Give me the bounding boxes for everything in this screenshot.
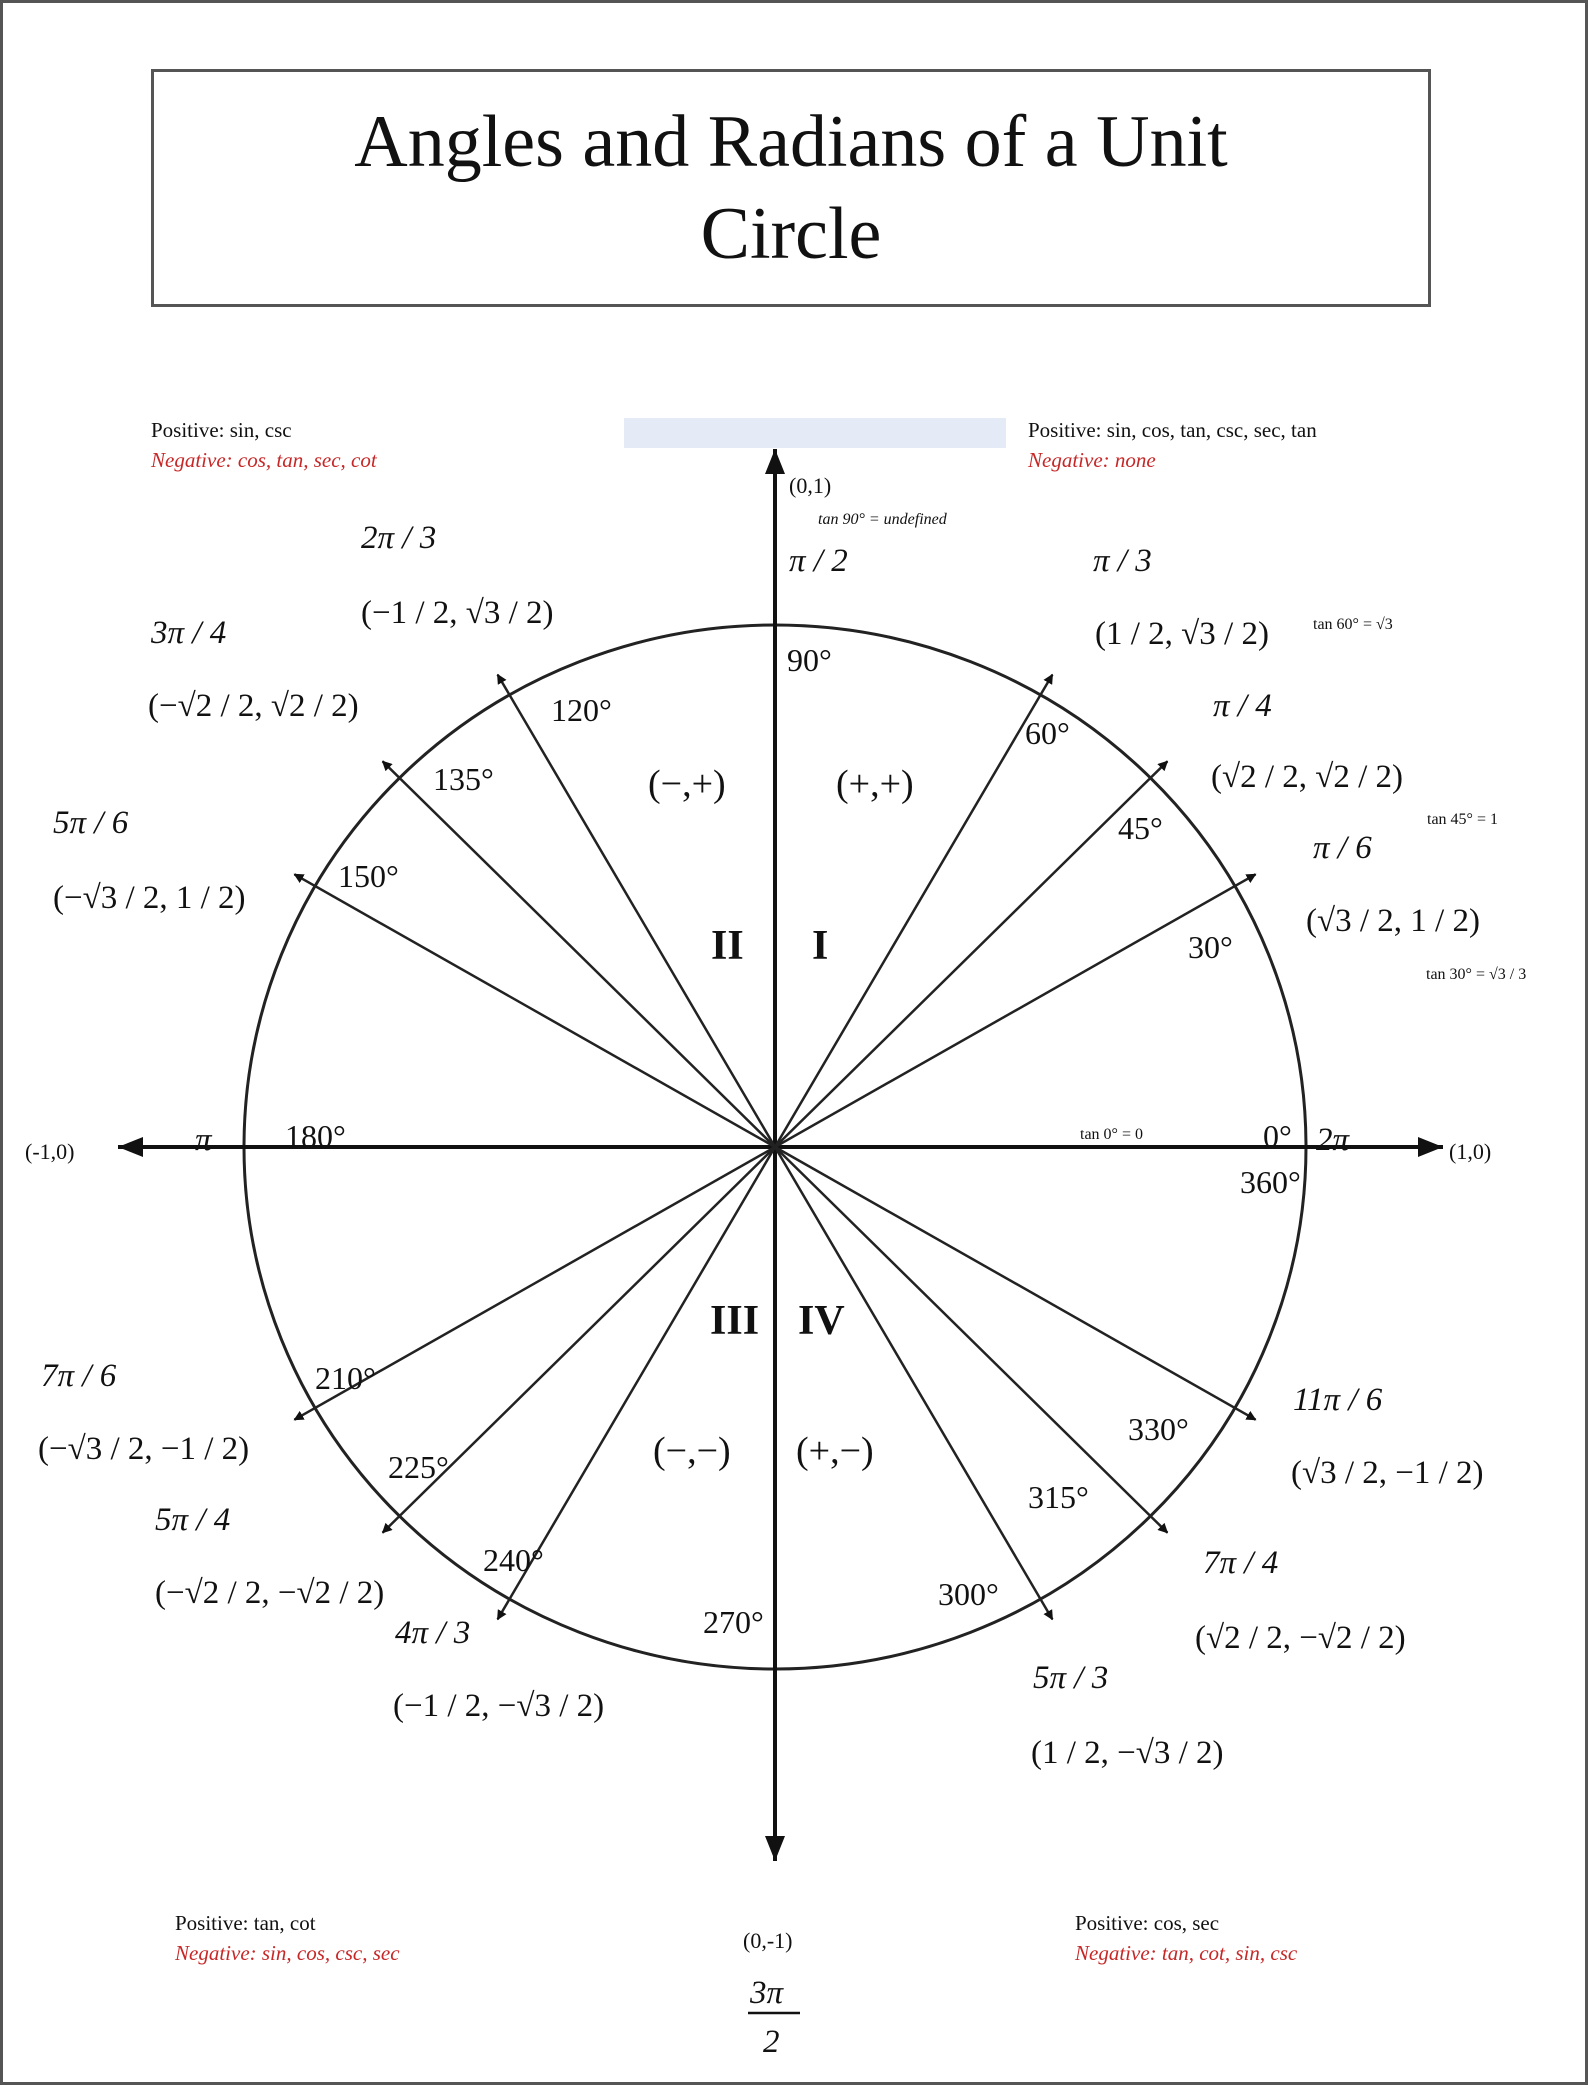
tan-note-90: tan 90° = undefined [818, 511, 947, 528]
radian-label-60: π / 3 [1093, 543, 1152, 579]
axis-point-left: (-1,0) [25, 1139, 75, 1164]
radian-label-135: 3π / 4 [151, 615, 227, 651]
degree-labels [285, 642, 1301, 1640]
degree-label-270: 270° [703, 1604, 764, 1640]
coordinate-label-135: (−√2 / 2, √2 / 2) [148, 688, 359, 724]
coordinate-label-330: (√3 / 2, −1 / 2) [1291, 1455, 1484, 1491]
degree-label-60: 60° [1025, 715, 1070, 751]
ray-120 [498, 675, 775, 1147]
q2-negative: Negative: cos, tan, sec, cot [151, 448, 377, 472]
degree-label-330: 330° [1128, 1411, 1189, 1447]
degree-label-315: 315° [1028, 1479, 1089, 1515]
radian-label-180: π [195, 1122, 212, 1158]
coordinate-label-120: (−1 / 2, √3 / 2) [361, 595, 554, 631]
quadrant-numeral-q1: I [812, 923, 829, 969]
q2-positive: Positive: sin, csc [151, 418, 292, 442]
x-axis-right-arrow [1418, 1137, 1443, 1157]
radian-label-315: 7π / 4 [1203, 1545, 1279, 1581]
degree-label-90: 90° [787, 642, 832, 678]
coordinate-label-45: (√2 / 2, √2 / 2) [1211, 759, 1404, 795]
degree-label-180: 180° [285, 1118, 346, 1154]
tan-note-45: tan 45° = 1 [1427, 811, 1498, 828]
coordinate-label-30: (√3 / 2, 1 / 2) [1306, 903, 1480, 939]
radian-label-360: 2π [1316, 1122, 1350, 1158]
tan-note-60: tan 60° = √3 [1313, 616, 1393, 633]
degree-label-135: 135° [433, 761, 494, 797]
ray-300 [775, 1147, 1052, 1619]
quadrant-numeral-q3: III [710, 1298, 760, 1344]
degree-label-0: 0° [1263, 1118, 1292, 1154]
coordinate-label-315: (√2 / 2, −√2 / 2) [1195, 1620, 1406, 1656]
y-axis-top-arrow [765, 449, 785, 474]
degree-label-210: 210° [315, 1360, 376, 1396]
radian-label-45: π / 4 [1213, 688, 1272, 724]
q1-positive: Positive: sin, cos, tan, csc, sec, tan [1028, 418, 1317, 442]
radian-label-120: 2π / 3 [361, 520, 437, 556]
ray-60 [775, 675, 1052, 1147]
radian-label-150: 5π / 6 [53, 805, 129, 841]
degree-label-150: 150° [338, 858, 399, 894]
ray-30 [775, 874, 1256, 1147]
radian-label-225: 5π / 4 [155, 1502, 231, 1538]
quadrant-sign-q1: (+,+) [836, 763, 914, 805]
degree-label-45: 45° [1118, 810, 1163, 846]
radian-label-240: 4π / 3 [395, 1615, 471, 1651]
degree-label-225: 225° [388, 1449, 449, 1485]
q3-negative: Negative: sin, cos, csc, sec [175, 1941, 400, 1965]
q4-negative: Negative: tan, cot, sin, csc [1075, 1941, 1298, 1965]
quadrant-sign-q3: (−,−) [653, 1430, 731, 1472]
tan-note-30: tan 30° = √3 / 3 [1426, 966, 1527, 983]
degree-label-240: 240° [483, 1542, 544, 1578]
radian-label-30: π / 6 [1313, 830, 1372, 866]
page-title: Angles and Radians of a Unit Circle [354, 101, 1228, 275]
coordinate-label-150: (−√3 / 2, 1 / 2) [53, 880, 246, 916]
degree-label-30: 30° [1188, 929, 1233, 965]
quadrant-sign-q4: (+,−) [796, 1430, 874, 1472]
ray-150 [294, 874, 775, 1147]
coordinate-label-60: (1 / 2, √3 / 2) [1095, 616, 1269, 652]
quadrant-sign-q2: (−,+) [648, 763, 726, 805]
q3-positive: Positive: tan, cot [175, 1911, 316, 1935]
ray-330 [775, 1147, 1256, 1420]
radian-label-90: π / 2 [789, 543, 848, 579]
coordinate-label-240: (−1 / 2, −√3 / 2) [393, 1688, 605, 1724]
radian-label-270-numerator: 3π [750, 1975, 784, 2011]
radian-label-270-denominator: 2 [763, 2024, 780, 2060]
coordinate-label-210: (−√3 / 2, −1 / 2) [38, 1431, 250, 1467]
degree-label-120: 120° [551, 692, 612, 728]
q4-positive: Positive: cos, sec [1075, 1911, 1220, 1935]
quadrant-numeral-q2: II [711, 923, 744, 969]
axis-point-bottom: (0,-1) [743, 1928, 793, 1953]
axis-point-right: (1,0) [1449, 1139, 1492, 1164]
x-axis-left-arrow [118, 1137, 143, 1157]
axis-point-top: (0,1) [789, 473, 832, 498]
degree-label-360: 360° [1240, 1164, 1301, 1200]
radian-label-330: 11π / 6 [1293, 1382, 1383, 1418]
tan-note-0: tan 0° = 0 [1080, 1126, 1143, 1143]
quadrant-numeral-q4: IV [798, 1298, 845, 1344]
degree-label-300: 300° [938, 1576, 999, 1612]
ray-45 [775, 761, 1167, 1147]
coordinate-label-225: (−√2 / 2, −√2 / 2) [155, 1575, 385, 1611]
radian-label-210: 7π / 6 [41, 1358, 117, 1394]
q1-negative: Negative: none [1028, 448, 1156, 472]
radian-label-300: 5π / 3 [1033, 1660, 1109, 1696]
y-axis-bottom-arrow [765, 1836, 785, 1861]
coordinate-label-300: (1 / 2, −√3 / 2) [1031, 1735, 1224, 1771]
unit-circle-diagram [3, 3, 1585, 2082]
